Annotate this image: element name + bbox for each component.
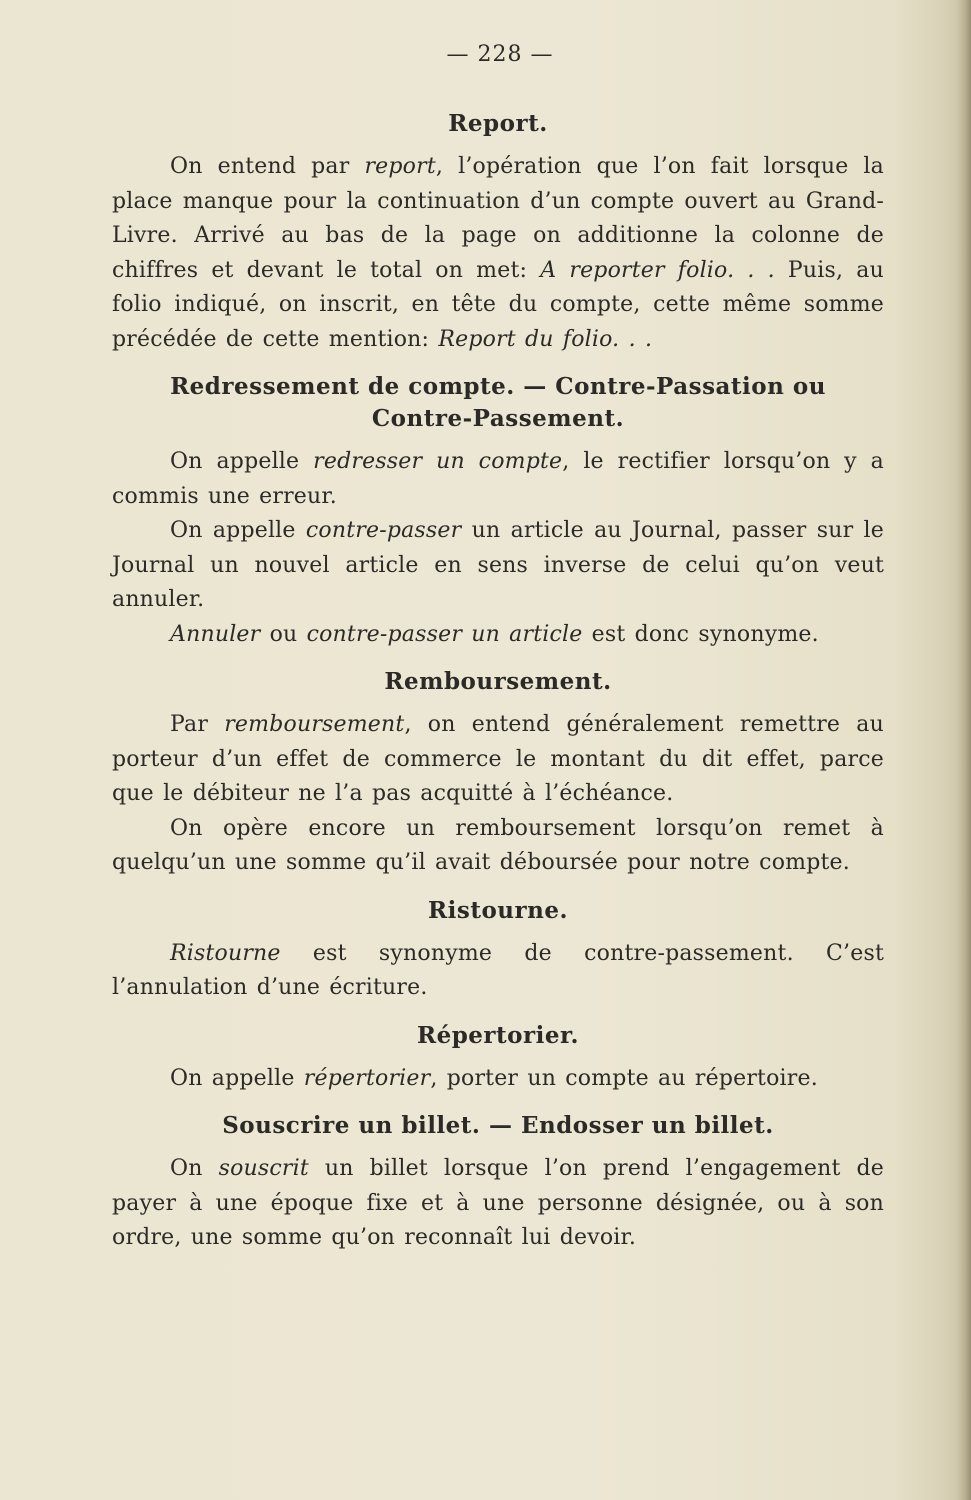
heading-souscrire: Souscrire un billet. — Endosser un billet. (222, 1112, 774, 1139)
paragraph-remboursement-2 (112, 812, 884, 881)
italic-term: report (364, 154, 436, 179)
paragraph-souscrire (112, 1152, 884, 1256)
text: ou (260, 621, 307, 647)
paragraph-report (112, 150, 884, 357)
italic-term: redresser un compte (313, 449, 563, 474)
text: On appelle (170, 1065, 304, 1091)
text: On (170, 1156, 219, 1181)
heading-line-2: Contre-Passement. (371, 405, 625, 432)
italic-term: contre-passer un article (306, 621, 583, 647)
page-number: — 228 — (446, 42, 554, 67)
italic-term: Report du folio. . . (438, 326, 653, 352)
italic-term: remboursement (224, 712, 405, 737)
heading-repertorier: Répertorier. (416, 1021, 580, 1049)
heading-report: Report. (448, 110, 548, 137)
italic-term: contre-passer (305, 518, 462, 543)
italic-term: Ristourne (170, 940, 281, 966)
text: Puis, au folio indiqué, on inscrit, en tête du compte, cette même somme précédée de cette mention: (112, 257, 884, 352)
text: est donc synonyme. (582, 621, 819, 647)
text: , l’opération que l’on fait lorsque la place manque pour la continuation d’un compte ouvert au Grand-Livre. Arrivé au bas de la page on additionne la colonne de chiffres et devant le total on met: (112, 154, 884, 283)
paragraph-annuler (112, 618, 884, 653)
heading-remboursement: Remboursement. (384, 668, 612, 695)
paragraph-ristourne (112, 937, 884, 1006)
italic-term: répertorier (303, 1065, 431, 1091)
page-edge-shadow (957, 0, 971, 1500)
paragraph-remboursement-1 (112, 708, 884, 812)
heading-line-1: Redressement de compte. — Contre-Passation ou (170, 373, 826, 400)
text: est synonyme de contre-passement. C’est l’annulation d’une écriture. (112, 940, 884, 1000)
text: On opère encore un remboursement lorsqu’on remet à quelqu’un une somme qu’il avait déboursée pour notre compte. (112, 815, 884, 875)
italic-term: souscrit (218, 1156, 309, 1181)
heading-redressement (112, 371, 884, 435)
paragraph-repertorier (112, 1062, 884, 1097)
paragraph-redresser (112, 445, 884, 514)
italic-term: Annuler (170, 621, 261, 647)
text: On appelle (170, 449, 314, 474)
heading-ristourne: Ristourne. (428, 896, 568, 924)
text: Par (170, 712, 225, 737)
italic-term: A reporter folio. . . (540, 257, 775, 283)
paragraph-contre-passer (112, 514, 884, 618)
text: On entend par (170, 154, 365, 179)
text: On appelle (170, 518, 306, 543)
text: , le rectifier lorsqu’on y a commis une erreur. (112, 449, 884, 509)
text: , on entend généralement remettre au porteur d’un effet de commerce le montant du dit effet, parce que le débiteur ne l’a pas acquitté à l’échéance. (112, 712, 884, 806)
text: un article au Journal, passer sur le Journal un nouvel article en sens inverse de celui qu’on veut annuler. (112, 518, 884, 612)
text: un billet lorsque l’on prend l’engagement de payer à une époque fixe et à une personne désignée, ou à son ordre, une somme qu’on reconnaît lui devoir. (112, 1156, 884, 1250)
text: , porter un compte au répertoire. (430, 1065, 818, 1091)
page-content (112, 40, 884, 1256)
